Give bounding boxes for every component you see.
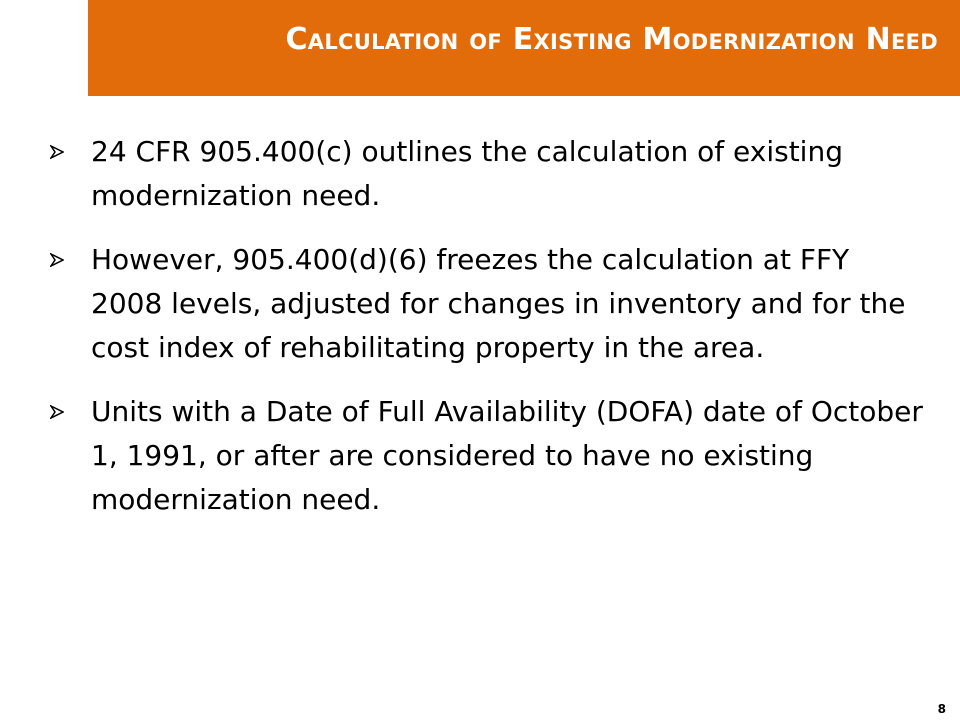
bullet-list	[48, 130, 928, 522]
bullet-item	[48, 238, 928, 370]
slide-title: Calculation of Existing Modernization Need	[285, 22, 938, 57]
bullet-text: However, 905.400(d)(6) freezes the calculation at FFY 2008 levels, adjusted for changes in inventory and for the cost index of rehabilitating property in the area.	[91, 243, 906, 364]
title-bar	[88, 0, 960, 96]
bullet-item	[48, 130, 928, 218]
bullet-text: 24 CFR 905.400(c) outlines the calculation of existing modernization need.	[91, 135, 843, 212]
arrowhead-bullet-icon	[50, 253, 64, 267]
bullet-item	[48, 390, 928, 522]
arrowhead-bullet-icon	[50, 145, 64, 159]
bullet-text: Units with a Date of Full Availability (DOFA) date of October 1, 1991, or after are considered to have no existing modernization need.	[91, 395, 923, 516]
arrowhead-bullet-icon	[50, 405, 64, 419]
page-number: 8	[937, 702, 946, 716]
